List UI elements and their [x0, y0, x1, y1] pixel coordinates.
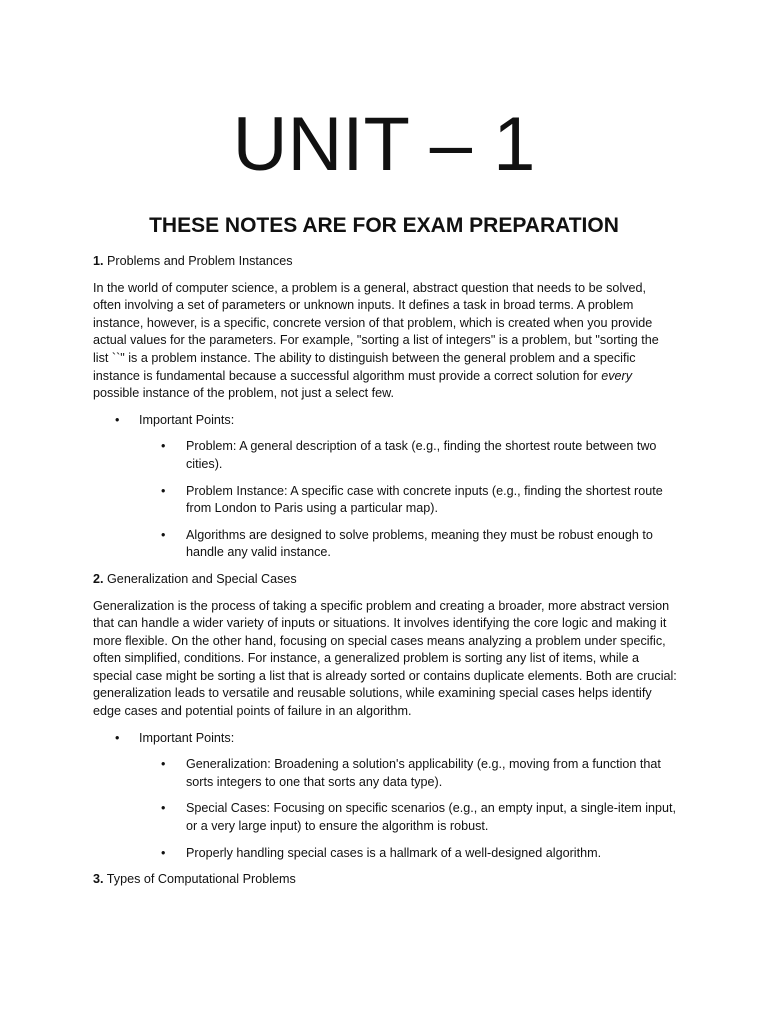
sub-bullet-list: [139, 756, 677, 862]
emphasis-text: every: [601, 368, 632, 383]
list-item: • Algorithms are designed to solve problems, meaning they must be robust enough to handle any valid instance.: [139, 527, 677, 562]
section-number: 1.: [93, 254, 104, 268]
unit-title: UNIT – 1: [232, 102, 536, 187]
section-title: Types of Computational Problems: [106, 872, 296, 887]
paragraph-text: possible instance of the problem, not just a select few.: [93, 386, 395, 401]
list-item: [93, 730, 677, 863]
important-points-label: Important Points:: [139, 412, 235, 427]
bullet-list: [93, 412, 677, 562]
section-number: 3.: [93, 872, 104, 887]
list-item: [93, 412, 677, 562]
list-item: • Generalization: Broadening a solution's applicability (e.g., moving from a function that sorts integers to one that sorts any data type).: [139, 756, 677, 791]
section-paragraph: [93, 280, 677, 403]
important-points-label: Important Points:: [139, 730, 235, 745]
section-number: 2.: [93, 571, 104, 586]
section-title: Generalization and Special Cases: [107, 571, 297, 586]
list-item: • Problem: A general description of a task (e.g., finding the shortest route between two cities).: [139, 438, 677, 473]
notes-subtitle: THESE NOTES ARE FOR EXAM PREPARATION: [149, 214, 619, 237]
section-heading: [93, 871, 677, 889]
section-paragraph: Generalization is the process of taking a specific problem and creating a broader, more abstract version that can handle a wider variety of inputs or situations. It involves identifying the core logic and making it more flexible. On the other hand, focusing on special cases means analyzing a problem under specific, often simplified, conditions. For instance, a generalized problem is sorting any list of items, while a special case might be sorting a list that is already sorted or contains duplicate elements. Both are crucial: generalization leads to versatile and reusable solutions, while examining special cases helps identify edge cases and potential points of failure in an algorithm.: [93, 598, 677, 719]
section-heading: [93, 571, 677, 589]
notes-content: [93, 253, 677, 898]
bullet-list: [93, 730, 677, 863]
sub-bullet-list: [139, 438, 677, 562]
section-heading: [93, 253, 677, 271]
list-item: • Problem Instance: A specific case with concrete inputs (e.g., finding the shortest route from London to Paris using a particular map).: [139, 483, 677, 518]
paragraph-text: In the world of computer science, a problem is a general, abstract question that needs to be solved, often involving a set of parameters or unknown inputs. It defines a task in broad terms. A problem instance, however, is a specific, concrete version of that problem, which is created when you provide actual values for the parameters. For example, "sorting a list of integers" is a problem, but "sorting the list ``" is a problem instance. The ability to distinguish between the general problem and a specific instance is fundamental because a successful algorithm must provide a correct solution for: [93, 280, 659, 383]
section-title: Problems and Problem Instances: [107, 254, 293, 268]
list-item: • Properly handling special cases is a hallmark of a well-designed algorithm.: [139, 845, 677, 863]
list-item: • Special Cases: Focusing on specific scenarios (e.g., an empty input, a single-item input, or a very large input) to ensure the algorithm is robust.: [139, 800, 677, 835]
